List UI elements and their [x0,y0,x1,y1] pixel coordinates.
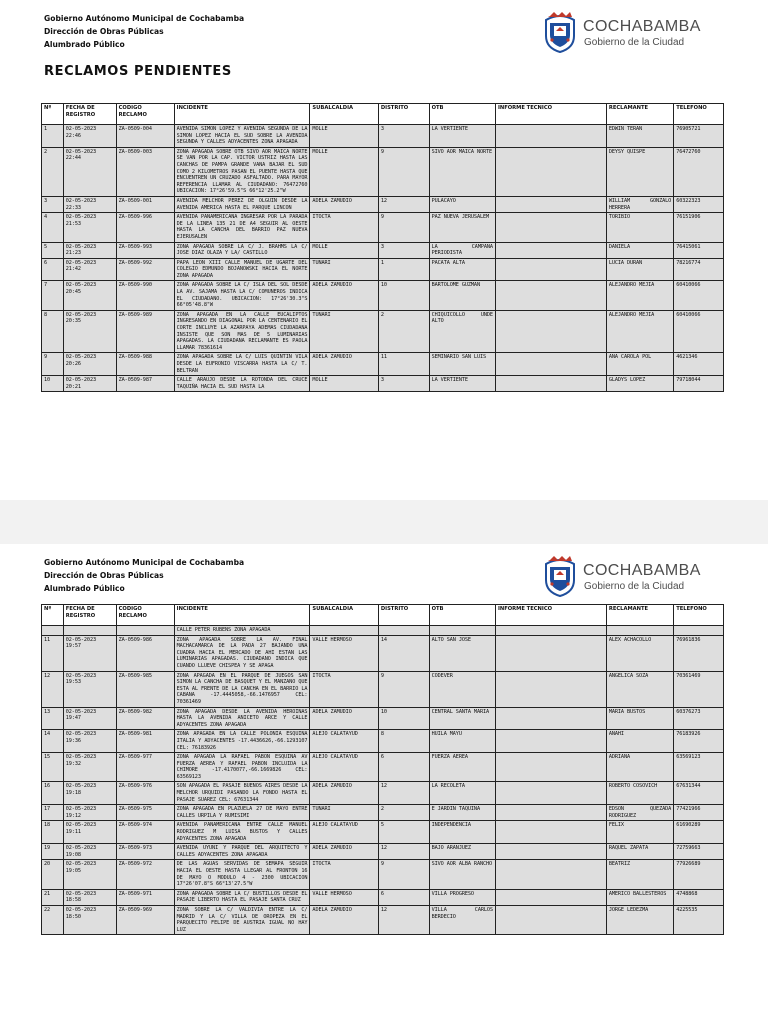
district-cell: 14 [378,635,429,671]
otb-cell: E JARDIN TAQUINA [429,805,495,821]
incident-cell: ZONA APAGADA SOBRE LA C/ ISLA DEL SOL DESDE LA AV. SAJAMA HASTA LA C/ COMUNEROS INDICA EL CIUDADANO. UBICACION: 17°26'30.3"S 66°05'48.8"W [174,281,310,310]
claimant-cell: ALEJANDRO MEJIA [606,281,673,310]
col-header: TELEFONO [674,104,724,125]
claimant-cell: AMERICO BALLESTEROS [606,889,673,905]
logo-city-name: COCHABAMBA [583,562,701,579]
incident-cell: DE LAS AGUAS SERVIDAS DE SEMAPA SEGUIR HACIA EL OESTE HASTA LLEGAR AL FRONTON 16 DE MAYO O MODULO 4 - 2300 UBICACION 17°26'07.8"S 66°13'27.5"W [174,860,310,889]
phone-cell: 76183926 [674,730,724,753]
claim-code-cell: ZA-0509-004 [116,125,174,148]
col-header: FECHA DE REGISTRO [63,104,116,125]
col-header: CODIGO RECLAMO [116,104,174,125]
table-row [42,353,724,376]
otb-cell: HUILA MAYU [429,730,495,753]
row-number-cell: 12 [42,671,64,707]
technical-report-cell [495,730,606,753]
phone-cell: 60410066 [674,310,724,353]
row-number-cell: 14 [42,730,64,753]
subalcaldia-cell: MOLLE [310,376,378,392]
page-break [0,500,768,544]
header-line-3: Alumbrado Público [44,40,125,49]
district-cell: 5 [378,821,429,844]
row-number-cell: 5 [42,242,64,258]
col-header: Nº [42,605,64,626]
claimant-cell: JORGE LEDEZMA [606,905,673,934]
row-number-cell: 7 [42,281,64,310]
row-number-cell: 1 [42,125,64,148]
district-cell: 8 [378,730,429,753]
claim-code-cell: ZA-0509-993 [116,242,174,258]
incident-cell: PAPA LEON XIII CALLE MANUEL DE UGARTE DEL COLEGIO EDMUNDO BOJANOWSKI HACIA EL NORTE ZONA APAGADA [174,258,310,281]
claimant-cell: RAQUEL ZAPATA [606,844,673,860]
otb-cell: INDEPENDENCIA [429,821,495,844]
incident-cell: AVENIDA MELCHOR PEREZ DE OLGUIN DESDE LA AVENIDA AMERICA HASTA EL PARQUE LINCON [174,196,310,212]
phone-cell: 63569123 [674,753,724,782]
col-header: SUBALCALDIA [310,605,378,626]
row-number-cell: 8 [42,310,64,353]
date-cell: 02-05-2023 20:26 [63,353,116,376]
logo-government-label: Gobierno de la Ciudad [584,581,685,592]
claimant-cell: EDWIN TERAN [606,125,673,148]
table-header-row [42,104,724,125]
date-cell: 02-05-2023 22:46 [63,125,116,148]
technical-report-cell [495,635,606,671]
claim-code-cell: ZA-0509-990 [116,281,174,310]
district-cell: 12 [378,782,429,805]
subalcaldia-cell: MOLLE [310,242,378,258]
table-row [42,889,724,905]
date-cell: 02-05-2023 19:12 [63,805,116,821]
otb-cell: SIVO AOR MAICA NORTE [429,147,495,196]
claimant-cell: DEYSY QUISPE [606,147,673,196]
district-cell: 12 [378,844,429,860]
date-cell: 02-05-2023 19:11 [63,821,116,844]
otb-cell: ALTO SAN JOSE [429,635,495,671]
claimant-cell: ROBERTO COSOVICH [606,782,673,805]
claimant-cell: ANAHI [606,730,673,753]
table-row [42,376,724,392]
page-header [44,556,244,595]
subalcaldia-cell: TUNARI [310,310,378,353]
col-header: DISTRITO [378,104,429,125]
cochabamba-logo [542,10,722,56]
subalcaldia-cell: ALEJO CALATAYUD [310,821,378,844]
district-cell: 3 [378,376,429,392]
claim-code-cell: ZA-0509-987 [116,376,174,392]
subalcaldia-cell: ITOCTA [310,213,378,242]
date-cell: 02-05-2023 19:08 [63,844,116,860]
district-cell: 12 [378,196,429,212]
claims-table [41,103,724,392]
header-line-3: Alumbrado Público [44,584,125,593]
table-row [42,310,724,353]
table-row [42,707,724,730]
claim-code-cell: ZA-0509-003 [116,147,174,196]
incident-cell: ZONA APAGADA SOBRE LA C/ LUIS QUINTIN VILA DESDE LA EUFRONIO VISCARRA HASTA LA C/ T. BELTRAN [174,353,310,376]
technical-report-cell [495,753,606,782]
subalcaldia-cell: VALLE HERMOSO [310,635,378,671]
row-number-cell: 6 [42,258,64,281]
technical-report-cell [495,125,606,148]
date-cell: 02-05-2023 18:58 [63,889,116,905]
otb-cell: CENTRAL SANTA MARIA [429,707,495,730]
claim-code-cell: ZA-0509-972 [116,860,174,889]
table-row [42,258,724,281]
phone-cell: 77421966 [674,805,724,821]
table-row [42,821,724,844]
district-cell: 9 [378,213,429,242]
table-row [42,782,724,805]
district-cell: 3 [378,125,429,148]
date-cell: 02-05-2023 20:45 [63,281,116,310]
claim-code-cell: ZA-0509-976 [116,782,174,805]
claim-code-cell: ZA-0509-985 [116,671,174,707]
district-cell: 12 [378,905,429,934]
district-cell: 6 [378,753,429,782]
subalcaldia-cell: MOLLE [310,147,378,196]
incident-cell: ZONA APAGADA SOBRE LA AV. FINAL MACHACAMARCA DE LA PADA 27 BAJANDO UNA CUADRA HACIA EL MERCADO DE AHI ESTAN LAS LUMINARIAS APAGADAS. CIUDADANO INDICA QUE CUANDO LLUEVE CHISPEA Y SE APAGA [174,635,310,671]
phone-cell: 70361469 [674,671,724,707]
technical-report-cell [495,310,606,353]
col-header: OTB [429,605,495,626]
page-title: RECLAMOS PENDIENTES [44,64,232,79]
row-number-cell: 21 [42,889,64,905]
incident-cell: ZONA APAGADA EN LA CALLE EUCALIPTOS INGRESANDO EN DIAGONAL POR LA CENTENARIO EL CORTE INCLUYE LA AZARPAYA ADEMAS CIUDADANA INSISTE QUE SON MAS DE 5 LUMINARIAS APAGADAS. LA CIUDADANA RECLAMANTE ES PAOLA LLAMAR 78361614 [174,310,310,353]
row-number-cell: 13 [42,707,64,730]
date-cell: 02-05-2023 21:53 [63,213,116,242]
col-header: Nº [42,104,64,125]
col-header: RECLAMANTE [606,605,673,626]
claimant-cell: ALEJANDRO MEJIA [606,310,673,353]
table-row [42,753,724,782]
incident-cell: ZONA APAGADA LA RAFAEL PABON ESQUINA AV FUERZA AEREA Y RAFAEL PABON INCLUIDA LA CHIMORE -17.4170077,-66.1669826 CEL: 63569123 [174,753,310,782]
technical-report-cell [495,258,606,281]
phone-cell: 78216774 [674,258,724,281]
table-row [42,844,724,860]
technical-report-cell [495,281,606,310]
phone-cell: 4621346 [674,353,724,376]
phone-cell: 60376273 [674,707,724,730]
technical-report-cell [495,147,606,196]
date-cell: 02-05-2023 20:35 [63,310,116,353]
claimant-cell: ALEX ACHACOLLO [606,635,673,671]
table-row [42,125,724,148]
col-header: INFORME TECNICO [495,605,606,626]
date-cell: 02-05-2023 21:23 [63,242,116,258]
claimant-cell: LUCIA DURAN [606,258,673,281]
district-cell: 9 [378,147,429,196]
claimant-cell: GLADYS LOPEZ [606,376,673,392]
row-number-cell: 11 [42,635,64,671]
phone-cell: 76472760 [674,147,724,196]
incident-cell: CALLE PETER RUBENS ZONA APAGADA [174,626,310,636]
claim-code-cell: ZA-0509-975 [116,805,174,821]
page-header [44,12,244,51]
incident-cell: CALLE ARAUJO DESDE LA ROTONDA DEL CRUCE TAQUIÑA HACIA EL SUD HASTA LA [174,376,310,392]
table-row [42,213,724,242]
district-cell: 1 [378,258,429,281]
incident-cell: ZONA APAGADA EN PLAZUELA 27 DE MAYO ENTRE CALLES URPILA Y RUMISIMI [174,805,310,821]
incident-cell: ZONA APAGADA EN LA CALLE POLONIA ESQUINA ITALIA Y ADYACENTES -17.4436626,-66.1293107 CEL: 76183926 [174,730,310,753]
document-page-1 [0,0,768,500]
incident-cell: ZONA APAGADA DESDE LA AVENIDA HEROINAS HASTA LA AVENIDA ANICETO ARCE Y CALLE ADYACENTES ZONA APAGADA [174,707,310,730]
phone-cell: 4748868 [674,889,724,905]
phone-cell: 77926689 [674,860,724,889]
header-line-2: Dirección de Obras Públicas [44,571,164,580]
table-row [42,242,724,258]
incident-cell: ZONA APAGADA SOBRE LA C/ J. BRAHMS LA C/ JOSE DIAZ OLAZA Y LA/ CASTILLO [174,242,310,258]
otb-cell: CODEVER [429,671,495,707]
date-cell: 02-05-2023 19:32 [63,753,116,782]
claim-code-cell: ZA-0509-989 [116,310,174,353]
incident-cell: AVENIDA SIMON LOPEZ Y AVENIDA SEGUNDA DE LA SIMON LOPEZ HACIA EL SUD SOBRE LA AVENIDA SEGUNDA Y CALLES ADYACENTES ZONA APAGADA [174,125,310,148]
date-cell: 02-05-2023 19:57 [63,635,116,671]
subalcaldia-cell: ADELA ZAMUDIO [310,844,378,860]
otb-cell: PACATA ALTA [429,258,495,281]
claim-code-cell: ZA-0509-992 [116,258,174,281]
subalcaldia-cell: VALLE HERMOSO [310,889,378,905]
row-number-cell: 19 [42,844,64,860]
table-row [42,281,724,310]
col-header: OTB [429,104,495,125]
subalcaldia-cell: ITOCTA [310,860,378,889]
row-number-cell: 16 [42,782,64,805]
subalcaldia-cell: ITOCTA [310,671,378,707]
row-number-cell: 3 [42,196,64,212]
claimant-cell: MARIA BUSTOS [606,707,673,730]
row-number-cell: 10 [42,376,64,392]
phone-cell: 79718044 [674,376,724,392]
claimant-cell: ANA CAROLA POL [606,353,673,376]
claim-code-cell: ZA-0509-986 [116,635,174,671]
claim-code-cell: ZA-0509-982 [116,707,174,730]
district-cell: 10 [378,281,429,310]
date-cell: 02-05-2023 21:42 [63,258,116,281]
claim-code-cell: ZA-0509-988 [116,353,174,376]
otb-cell: BAJO ARANJUEZ [429,844,495,860]
row-number-cell: 9 [42,353,64,376]
table-row [42,805,724,821]
row-number-cell: 2 [42,147,64,196]
table-header-row [42,605,724,626]
col-header: INCIDENTE [174,104,310,125]
subalcaldia-cell: MOLLE [310,125,378,148]
otb-cell: CHIQUICOLLO UNDE ALTO [429,310,495,353]
district-cell: 9 [378,671,429,707]
incident-cell: ZONA APAGADA SOBRE LA C/ BUSTILLOS DESDE EL PASAJE LIBERTO HASTA EL PASAJE SANTA CRUZ [174,889,310,905]
phone-cell: 61690289 [674,821,724,844]
header-line-1: Gobierno Autónomo Municipal de Cochabamba [44,558,245,567]
row-number-cell: 4 [42,213,64,242]
subalcaldia-cell: ADELA ZAMUDIO [310,707,378,730]
technical-report-cell [495,860,606,889]
claimant-cell: FELIX [606,821,673,844]
table-row-continuation [42,626,724,636]
date-cell: 02-05-2023 22:33 [63,196,116,212]
incident-cell: AVENIDA PANAMERICANA ENTRE CALLE MANUEL RODRIGUEZ M LUISA BUSTOS Y CALLES ADYACENTES ZONA APAGADA [174,821,310,844]
otb-cell: LA CAMPANA PERIODISTA [429,242,495,258]
incident-cell: AVENIDA PANAMERICANA INGRESAR POR LA PARADA DE LA LINEA 135 21 DE A4 SEGUIR AL OESTE HASTA LA CANCHA DEL BARRIO PAZ NUEVA EJERUSALEN [174,213,310,242]
col-header: INCIDENTE [174,605,310,626]
col-header: INFORME TECNICO [495,104,606,125]
date-cell: 02-05-2023 18:50 [63,905,116,934]
subalcaldia-cell: TUNARI [310,805,378,821]
phone-cell: 4225535 [674,905,724,934]
date-cell: 02-05-2023 19:36 [63,730,116,753]
district-cell: 2 [378,310,429,353]
subalcaldia-cell: ADELA ZAMUDIO [310,905,378,934]
technical-report-cell [495,707,606,730]
incident-cell: AVENIDA UYUNI Y PARQUE DEL ARQUITECTO Y CALLES ADYACENTES ZONA APAGADA [174,844,310,860]
date-cell: 02-05-2023 20:21 [63,376,116,392]
technical-report-cell [495,905,606,934]
incident-cell: ZONA APAGADA SOBRE OTB SIVO AOR MAICA NORTE SE VAN POR LA CAP. VICTOR USTRIZ HASTA LAS CANCHAS DE PAMPA GRANDE VANA BAJAR EL SUD COMO 2 KILOMETROS PASAN EL PUENTE HASTA QUE ENCUENTREN UN CRUZADO ASFALTADO. PARA MAYOR REFERENCIA LLAMAR AL CIUDADANO: 76472760 UBICACION: 17°26'59.5"S 66°12'25.2"W [174,147,310,196]
logo-government-label: Gobierno de la Ciudad [584,37,685,48]
row-number-cell: 20 [42,860,64,889]
table-row [42,671,724,707]
phone-cell: 76415061 [674,242,724,258]
claim-code-cell: ZA-0509-977 [116,753,174,782]
otb-cell: SEMINARIO SAN LUIS [429,353,495,376]
col-header: FECHA DE REGISTRO [63,605,116,626]
phone-cell: 76961836 [674,635,724,671]
claim-code-cell: ZA-0509-973 [116,844,174,860]
technical-report-cell [495,889,606,905]
technical-report-cell [495,353,606,376]
claim-code-cell: ZA-0509-971 [116,889,174,905]
claimant-cell: EDSON QUEZADA RODRIGUEZ [606,805,673,821]
technical-report-cell [495,376,606,392]
date-cell: 02-05-2023 19:18 [63,782,116,805]
col-header: CODIGO RECLAMO [116,605,174,626]
phone-cell: 67631344 [674,782,724,805]
otb-cell: VILLA PROGRESO [429,889,495,905]
subalcaldia-cell: ADELA ZAMUDIO [310,353,378,376]
table-row [42,905,724,934]
cochabamba-logo [542,554,722,600]
otb-cell: SIVO AOR ALBA RANCHO [429,860,495,889]
claim-code-cell: ZA-0509-981 [116,730,174,753]
subalcaldia-cell: ALEJO CALATAYUD [310,730,378,753]
subalcaldia-cell: ADELA ZAMUDIO [310,196,378,212]
technical-report-cell [495,671,606,707]
phone-cell: 76905721 [674,125,724,148]
district-cell: 2 [378,805,429,821]
row-number-cell: 15 [42,753,64,782]
district-cell: 10 [378,707,429,730]
phone-cell: 72759663 [674,844,724,860]
claimant-cell: BEATRIZ [606,860,673,889]
technical-report-cell [495,196,606,212]
coat-of-arms-icon [542,554,578,598]
header-line-2: Dirección de Obras Públicas [44,27,164,36]
table-row [42,860,724,889]
claim-code-cell: ZA-0509-969 [116,905,174,934]
table-row [42,147,724,196]
otb-cell: PULACAYO [429,196,495,212]
otb-cell: PAZ NUEVA JERUSALEM [429,213,495,242]
claimant-cell: ANGELICA SOZA [606,671,673,707]
coat-of-arms-icon [542,10,578,54]
col-header: DISTRITO [378,605,429,626]
incident-cell: SON APAGADA EL PASAJE BUENOS AIRES DESDE LA MELCHOR URQUIDI PASANDO LA FONDO HASTA EL PASAJE SUAREZ CEL: 67631344 [174,782,310,805]
otb-cell: LA VERTIENTE [429,376,495,392]
technical-report-cell [495,805,606,821]
technical-report-cell [495,242,606,258]
claims-table [41,604,724,935]
otb-cell: LA RECOLETA [429,782,495,805]
claimant-cell: WILLIAM GONZALO HERRERA [606,196,673,212]
phone-cell: 76151906 [674,213,724,242]
incident-cell: ZONA APAGADA EN EL PARQUE DE JUEGOS SAN SIMON LA CANCHA DE BASQUET Y EL MANZANO QUE ESTA AL FRENTE DE LA CANCHA EN EL BARRIO LA CABANA -17.4445058,-66.1476957 CEL: 70361469 [174,671,310,707]
col-header: SUBALCALDIA [310,104,378,125]
subalcaldia-cell: ALEJO CALATAYUD [310,753,378,782]
header-line-1: Gobierno Autónomo Municipal de Cochabamba [44,14,245,23]
logo-city-name: COCHABAMBA [583,18,701,35]
table-row [42,196,724,212]
incident-cell: ZONA SOBRE LA C/ VALDIVIA ENTRE LA C/ MADRID Y LA C/ VILLA DE OROPEZA EN EL PARQUECITO FELIPE DE AUSTRIA IGUAL NO HAY LUZ [174,905,310,934]
date-cell: 02-05-2023 22:44 [63,147,116,196]
col-header: TELEFONO [674,605,724,626]
claimant-cell: DANIELA [606,242,673,258]
claimant-cell: TORIBIO [606,213,673,242]
row-number-cell: 17 [42,805,64,821]
date-cell: 02-05-2023 19:53 [63,671,116,707]
table-row [42,635,724,671]
col-header: RECLAMANTE [606,104,673,125]
document-page-2 [0,544,768,1024]
claim-code-cell: ZA-0509-001 [116,196,174,212]
otb-cell: BARTOLOME GUZMAN [429,281,495,310]
subalcaldia-cell: ADELA ZAMUDIO [310,281,378,310]
technical-report-cell [495,821,606,844]
district-cell: 9 [378,860,429,889]
district-cell: 11 [378,353,429,376]
date-cell: 02-05-2023 19:05 [63,860,116,889]
claim-code-cell: ZA-0509-996 [116,213,174,242]
row-number-cell: 18 [42,821,64,844]
district-cell: 6 [378,889,429,905]
table-row [42,730,724,753]
phone-cell: 60322323 [674,196,724,212]
otb-cell: FUERZA AEREA [429,753,495,782]
technical-report-cell [495,844,606,860]
claimant-cell: ADRIANA [606,753,673,782]
technical-report-cell [495,213,606,242]
subalcaldia-cell: TUNARI [310,258,378,281]
technical-report-cell [495,782,606,805]
subalcaldia-cell: ADELA ZAMUDIO [310,782,378,805]
date-cell: 02-05-2023 19:47 [63,707,116,730]
otb-cell: VILLA CARLOS BERDECIO [429,905,495,934]
district-cell: 3 [378,242,429,258]
phone-cell: 60410066 [674,281,724,310]
claim-code-cell: ZA-0509-974 [116,821,174,844]
row-number-cell: 22 [42,905,64,934]
otb-cell: LA VERTIENTE [429,125,495,148]
